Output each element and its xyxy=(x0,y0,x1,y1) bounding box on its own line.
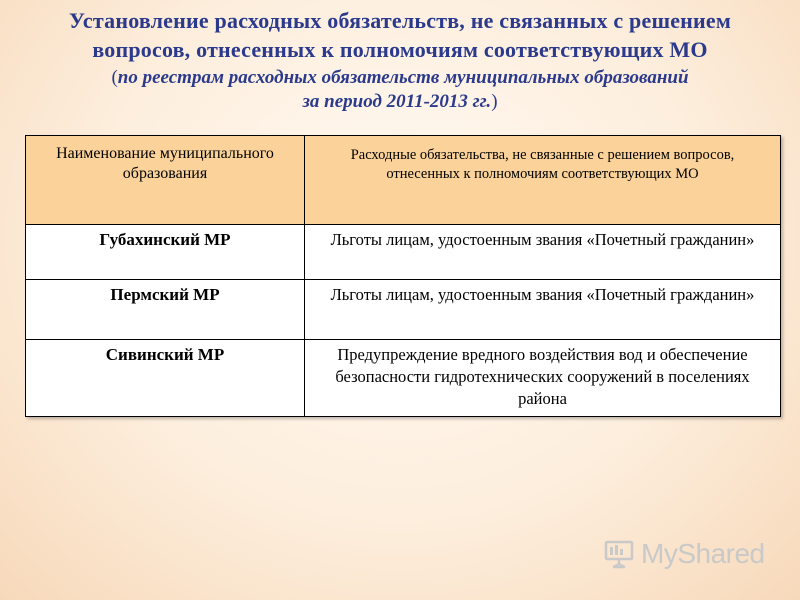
presentation-screen-icon xyxy=(603,538,635,570)
subtitle-line-1 xyxy=(20,66,780,90)
obligation-text: Льготы лицам, удостоенным звания «Почетный гражданин» xyxy=(305,225,781,280)
subtitle-close-paren: ) xyxy=(491,91,498,112)
municipality-name: Губахинский МР xyxy=(26,225,305,280)
subtitle-text-2: за период 2011-2013 гг. xyxy=(302,91,492,112)
subtitle-line-2 xyxy=(20,90,780,114)
obligations-table xyxy=(25,135,781,417)
slide-title xyxy=(20,6,780,114)
title-subtitle xyxy=(20,66,780,114)
title-line-2: вопросов, отнесенных к полномочиям соответствующих МО xyxy=(92,37,708,62)
title-main xyxy=(20,6,780,64)
subtitle-text-1: по реестрам расходных обязательств муниципальных образований xyxy=(117,67,689,88)
title-line-1: Установление расходных обязательств, не связанных с решением xyxy=(68,8,732,33)
myshared-watermark xyxy=(603,536,765,572)
municipality-name: Пермский МР xyxy=(26,280,305,340)
table-row xyxy=(26,225,781,280)
header-obligations: Расходные обязательства, не связанные с решением вопросов, отнесенных к полномочиям соответствующих МО xyxy=(305,136,781,225)
watermark-text: MyShared xyxy=(641,538,765,569)
subtitle-open-paren: ( xyxy=(111,67,118,88)
municipality-name: Сивинский МР xyxy=(26,340,305,417)
obligation-text: Льготы лицам, удостоенным звания «Почетный гражданин» xyxy=(305,280,781,340)
obligation-text: Предупреждение вредного воздействия вод и обеспечение безопасности гидротехнических сооружений в поселениях района xyxy=(305,340,781,417)
table-row xyxy=(26,340,781,417)
header-municipality: Наименование муниципального образования xyxy=(26,136,305,225)
table-row xyxy=(26,280,781,340)
table-header-row xyxy=(26,136,781,225)
